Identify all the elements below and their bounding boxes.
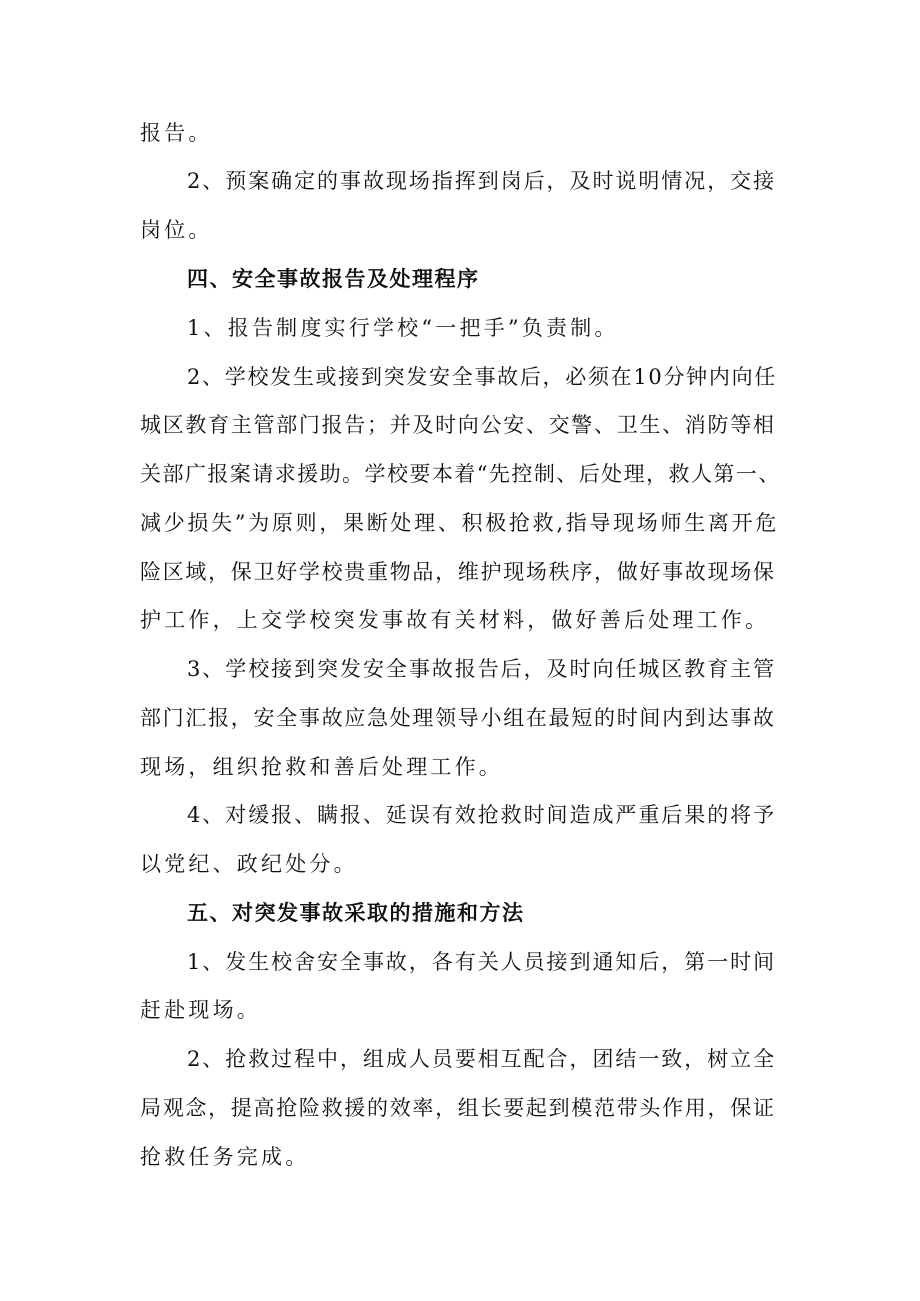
text-line: 局观念，提高抢险救援的效率，组长要起到模范带头作用，保证 xyxy=(140,1096,776,1120)
text-line: 险区域，保卫好学校贵重物品，维护现场秩序，做好事故现场保 xyxy=(140,560,776,584)
text-line: 4、对缓报、瞒报、延误有效抢救时间造成严重后果的将予 xyxy=(187,803,777,827)
text-line: 1、发生校舍安全事故，各有关人员接到通知后，第一时间 xyxy=(187,950,777,974)
text-line: 城区教育主管部门报告；并及时向公安、交警、卫生、消防等相 xyxy=(140,413,776,437)
text-line: 1、报告制度实行学校“一把手”负责制。 xyxy=(187,316,619,340)
text-line: 关部广报案请求援助。学校要本着“先控制、后处理，救人第一、 xyxy=(140,462,781,486)
text-line: 岗位。 xyxy=(140,218,213,242)
text-line: 报告。 xyxy=(140,121,213,145)
section-heading: 五、对突发事故采取的措施和方法 xyxy=(187,901,525,925)
text-line: 现场，组织抢救和善后处理工作。 xyxy=(140,755,503,779)
text-line: 减少损失”为原则，果断处理、积极抢救,指导现场师生离开危 xyxy=(140,511,780,535)
text-line: 以党纪、政纪处分。 xyxy=(140,852,358,876)
text-line: 2、预案确定的事故现场指挥到岗后，及时说明情况，交接 xyxy=(187,169,777,193)
text-line: 部门汇报，安全事故应急处理领导小组在最短的时间内到达事故 xyxy=(140,706,776,730)
text-line: 3、学校接到突发安全事故报告后，及时向任城区教育主管 xyxy=(187,657,777,681)
text-line: 护工作，上交学校突发事故有关材料，做好善后处理工作。 xyxy=(140,608,770,632)
text-line: 抢救任务完成。 xyxy=(140,1145,310,1169)
text-line: 2、学校发生或接到突发安全事故后，必须在10分钟内向任 xyxy=(187,365,777,389)
text-line: 赶赴现场。 xyxy=(140,998,261,1022)
section-heading: 四、安全事故报告及处理程序 xyxy=(187,267,480,291)
text-line: 2、抢救过程中，组成人员要相互配合，团结一致，树立全 xyxy=(187,1047,777,1071)
